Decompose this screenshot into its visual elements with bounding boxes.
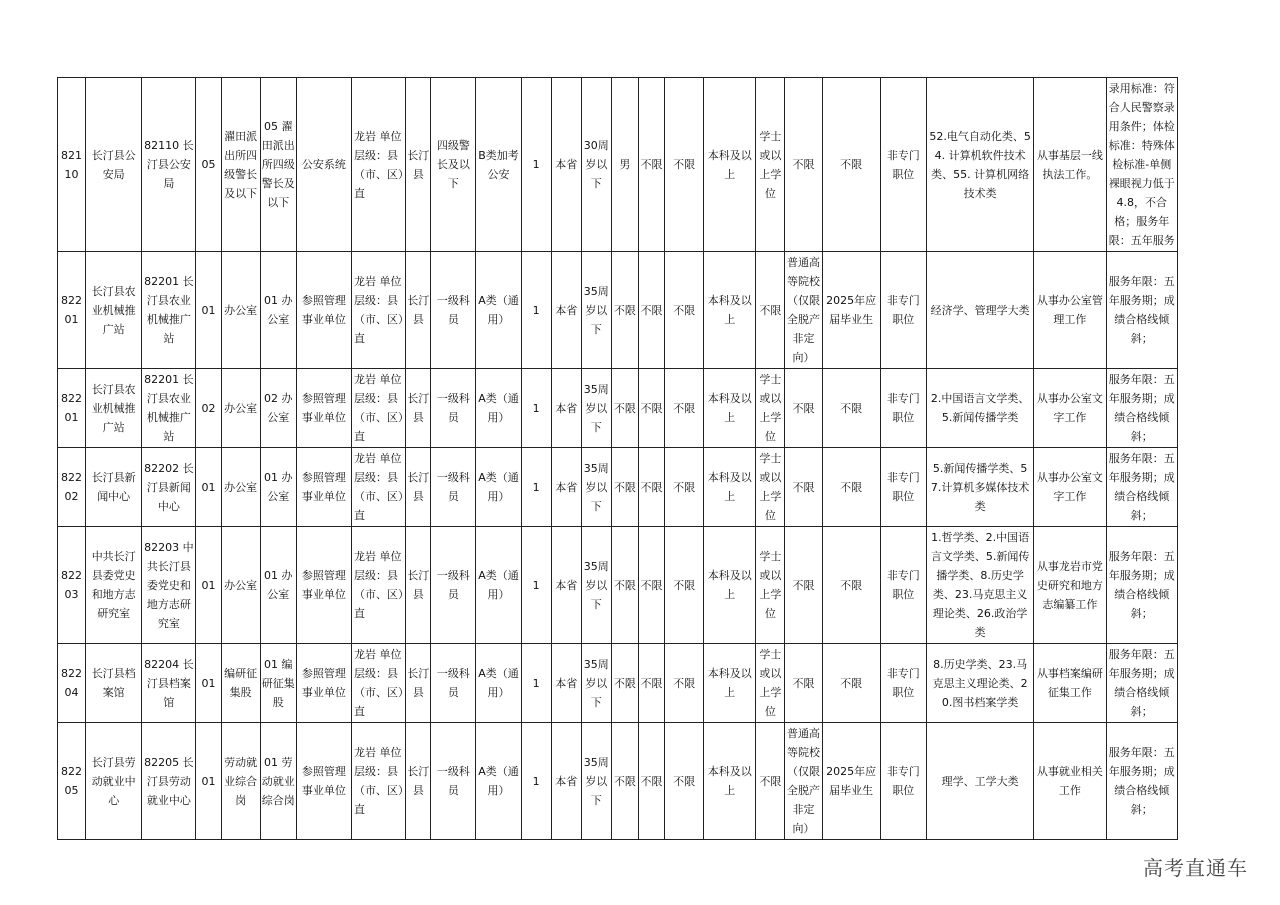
notes-cell: 服务年限：五年服务期；成绩合格线倾斜； xyxy=(1106,723,1177,840)
area-cell: 长汀县 xyxy=(406,644,431,723)
source-cell: 普通高等院校（仅限全脱产非定向） xyxy=(785,252,822,369)
exam-type-cell: A类（通用） xyxy=(476,527,521,644)
gender-cell: 不限 xyxy=(611,723,638,840)
major-cell: 理学、工学大类 xyxy=(926,723,1033,840)
watermark: 高考直通车 xyxy=(1143,856,1248,880)
post-code-cell: 01 xyxy=(196,723,221,840)
system-cell: 参照管理事业单位 xyxy=(296,723,351,840)
ethnic-cell: 不限 xyxy=(638,369,664,448)
post-full-cell: 01 办公室 xyxy=(260,527,296,644)
politics-cell: 不限 xyxy=(665,723,704,840)
unit-level-cell: 龙岩 单位层级：县（市、区）直 xyxy=(351,723,405,840)
duty-cell: 从事龙岩市党史研究和地方志编纂工作 xyxy=(1034,527,1106,644)
source-cell: 不限 xyxy=(785,78,822,252)
post-full-cell: 01 编研征集股 xyxy=(260,644,296,723)
nature-cell: 非专门职位 xyxy=(880,448,926,527)
rank-cell: 一级科员 xyxy=(431,369,476,448)
post-name-cell: 濯田派出所四级警长及以下 xyxy=(221,78,260,252)
rank-cell: 一级科员 xyxy=(431,252,476,369)
unit-code-cell: 82203 xyxy=(58,527,86,644)
unit-level-cell: 龙岩 单位层级：县（市、区）直 xyxy=(351,252,405,369)
ethnic-cell: 不限 xyxy=(638,644,664,723)
count-cell: 1 xyxy=(521,448,551,527)
unit-code-cell: 82110 xyxy=(58,78,86,252)
age-cell: 35周岁以下 xyxy=(581,644,611,723)
unit-name-cell: 长汀县新闻中心 xyxy=(86,448,142,527)
count-cell: 1 xyxy=(521,723,551,840)
gender-cell: 不限 xyxy=(611,369,638,448)
post-full-cell: 01 劳动就业综合岗 xyxy=(260,723,296,840)
post-code-cell: 05 xyxy=(196,78,221,252)
politics-cell: 不限 xyxy=(665,252,704,369)
politics-cell: 不限 xyxy=(665,448,704,527)
unit-code-cell: 82204 xyxy=(58,644,86,723)
education-cell: 本科及以上 xyxy=(704,369,756,448)
system-cell: 参照管理事业单位 xyxy=(296,448,351,527)
area-cell: 长汀县 xyxy=(406,252,431,369)
unit-code-cell: 82202 xyxy=(58,448,86,527)
unit-name-cell: 长汀县农业机械推广站 xyxy=(86,369,142,448)
politics-cell: 不限 xyxy=(665,78,704,252)
post-name-cell: 办公室 xyxy=(221,252,260,369)
ethnic-cell: 不限 xyxy=(638,527,664,644)
exam-type-cell: B类加考公安 xyxy=(476,78,521,252)
major-cell: 52.电气自动化类、54. 计算机软件技术类、55. 计算机网络技术类 xyxy=(926,78,1033,252)
education-cell: 本科及以上 xyxy=(704,448,756,527)
gender-cell: 不限 xyxy=(611,448,638,527)
major-cell: 2.中国语言文学类、5.新闻传播学类 xyxy=(926,369,1033,448)
department-cell: 82205 长汀县劳动就业中心 xyxy=(142,723,196,840)
rank-cell: 一级科员 xyxy=(431,448,476,527)
notes-cell: 服务年限：五年服务期；成绩合格线倾斜； xyxy=(1106,644,1177,723)
politics-cell: 不限 xyxy=(665,644,704,723)
post-full-cell: 05 濯田派出所四级警长及以下 xyxy=(260,78,296,252)
rank-cell: 一级科员 xyxy=(431,723,476,840)
count-cell: 1 xyxy=(521,369,551,448)
degree-cell: 学士或以上学位 xyxy=(756,527,785,644)
domicile-cell: 本省 xyxy=(551,369,581,448)
count-cell: 1 xyxy=(521,644,551,723)
exam-type-cell: A类（通用） xyxy=(476,723,521,840)
nature-cell: 非专门职位 xyxy=(880,527,926,644)
gender-cell: 不限 xyxy=(611,644,638,723)
post-name-cell: 编研征集股 xyxy=(221,644,260,723)
unit-name-cell: 长汀县农业机械推广站 xyxy=(86,252,142,369)
duty-cell: 从事办公室文字工作 xyxy=(1034,369,1106,448)
age-cell: 35周岁以下 xyxy=(581,369,611,448)
duty-cell: 从事办公室文字工作 xyxy=(1034,448,1106,527)
ethnic-cell: 不限 xyxy=(638,448,664,527)
notes-cell: 服务年限：五年服务期；成绩合格线倾斜； xyxy=(1106,252,1177,369)
notes-cell: 服务年限：五年服务期；成绩合格线倾斜； xyxy=(1106,369,1177,448)
table-row xyxy=(58,644,1178,723)
unit-code-cell: 82205 xyxy=(58,723,86,840)
domicile-cell: 本省 xyxy=(551,723,581,840)
unit-level-cell: 龙岩 单位层级：县（市、区）直 xyxy=(351,644,405,723)
post-name-cell: 办公室 xyxy=(221,448,260,527)
source-cell: 不限 xyxy=(785,369,822,448)
gender-cell: 不限 xyxy=(611,527,638,644)
rank-cell: 一级科员 xyxy=(431,527,476,644)
education-cell: 本科及以上 xyxy=(704,78,756,252)
domicile-cell: 本省 xyxy=(551,448,581,527)
table-row xyxy=(58,252,1178,369)
degree-cell: 学士或以上学位 xyxy=(756,644,785,723)
system-cell: 参照管理事业单位 xyxy=(296,527,351,644)
age-cell: 35周岁以下 xyxy=(581,527,611,644)
unit-name-cell: 长汀县档案馆 xyxy=(86,644,142,723)
post-code-cell: 01 xyxy=(196,252,221,369)
domicile-cell: 本省 xyxy=(551,252,581,369)
area-cell: 长汀县 xyxy=(406,527,431,644)
job-positions-table xyxy=(57,77,1178,840)
count-cell: 1 xyxy=(521,252,551,369)
graduate-cell: 2025年应届毕业生 xyxy=(822,252,880,369)
unit-level-cell: 龙岩 单位层级：县（市、区）直 xyxy=(351,78,405,252)
source-cell: 普通高等院校（仅限全脱产非定向） xyxy=(785,723,822,840)
exam-type-cell: A类（通用） xyxy=(476,369,521,448)
post-full-cell: 01 办公室 xyxy=(260,252,296,369)
domicile-cell: 本省 xyxy=(551,644,581,723)
degree-cell: 学士或以上学位 xyxy=(756,448,785,527)
system-cell: 参照管理事业单位 xyxy=(296,644,351,723)
table-row xyxy=(58,448,1178,527)
gender-cell: 不限 xyxy=(611,252,638,369)
post-full-cell: 01 办公室 xyxy=(260,448,296,527)
department-cell: 82110 长汀县公安局 xyxy=(142,78,196,252)
graduate-cell: 2025年应届毕业生 xyxy=(822,723,880,840)
notes-cell: 录用标准：符合人民警察录用条件；体检标准：特殊体检标准-单侧裸眼视力低于4.8，不合格；服务年限：五年服务 xyxy=(1106,78,1177,252)
table-row xyxy=(58,369,1178,448)
duty-cell: 从事就业相关工作 xyxy=(1034,723,1106,840)
unit-level-cell: 龙岩 单位层级：县（市、区）直 xyxy=(351,448,405,527)
post-name-cell: 办公室 xyxy=(221,527,260,644)
graduate-cell: 不限 xyxy=(822,369,880,448)
post-name-cell: 办公室 xyxy=(221,369,260,448)
source-cell: 不限 xyxy=(785,644,822,723)
degree-cell: 学士或以上学位 xyxy=(756,78,785,252)
unit-code-cell: 82201 xyxy=(58,369,86,448)
department-cell: 82201 长汀县农业机械推广站 xyxy=(142,252,196,369)
nature-cell: 非专门职位 xyxy=(880,369,926,448)
domicile-cell: 本省 xyxy=(551,78,581,252)
degree-cell: 学士或以上学位 xyxy=(756,369,785,448)
unit-code-cell: 82201 xyxy=(58,252,86,369)
graduate-cell: 不限 xyxy=(822,448,880,527)
unit-level-cell: 龙岩 单位层级：县（市、区）直 xyxy=(351,369,405,448)
major-cell: 8.历史学类、23.马克思主义理论类、20.图书档案学类 xyxy=(926,644,1033,723)
post-name-cell: 劳动就业综合岗 xyxy=(221,723,260,840)
post-code-cell: 01 xyxy=(196,448,221,527)
education-cell: 本科及以上 xyxy=(704,644,756,723)
post-code-cell: 01 xyxy=(196,644,221,723)
age-cell: 30周岁以下 xyxy=(581,78,611,252)
major-cell: 5.新闻传播学类、57.计算机多媒体技术类 xyxy=(926,448,1033,527)
gender-cell: 男 xyxy=(611,78,638,252)
ethnic-cell: 不限 xyxy=(638,252,664,369)
department-cell: 82201 长汀县农业机械推广站 xyxy=(142,369,196,448)
count-cell: 1 xyxy=(521,78,551,252)
graduate-cell: 不限 xyxy=(822,78,880,252)
education-cell: 本科及以上 xyxy=(704,252,756,369)
department-cell: 82203 中共长汀县委党史和地方志研究室 xyxy=(142,527,196,644)
politics-cell: 不限 xyxy=(665,369,704,448)
graduate-cell: 不限 xyxy=(822,644,880,723)
area-cell: 长汀县 xyxy=(406,78,431,252)
department-cell: 82202 长汀县新闻中心 xyxy=(142,448,196,527)
ethnic-cell: 不限 xyxy=(638,723,664,840)
graduate-cell: 不限 xyxy=(822,527,880,644)
degree-cell: 不限 xyxy=(756,723,785,840)
table-row xyxy=(58,78,1178,252)
area-cell: 长汀县 xyxy=(406,448,431,527)
domicile-cell: 本省 xyxy=(551,527,581,644)
exam-type-cell: A类（通用） xyxy=(476,252,521,369)
notes-cell: 服务年限：五年服务期；成绩合格线倾斜； xyxy=(1106,527,1177,644)
major-cell: 经济学、管理学大类 xyxy=(926,252,1033,369)
duty-cell: 从事档案编研征集工作 xyxy=(1034,644,1106,723)
system-cell: 参照管理事业单位 xyxy=(296,252,351,369)
unit-name-cell: 长汀县劳动就业中心 xyxy=(86,723,142,840)
notes-cell: 服务年限：五年服务期；成绩合格线倾斜； xyxy=(1106,448,1177,527)
department-cell: 82204 长汀县档案馆 xyxy=(142,644,196,723)
exam-type-cell: A类（通用） xyxy=(476,448,521,527)
source-cell: 不限 xyxy=(785,527,822,644)
nature-cell: 非专门职位 xyxy=(880,723,926,840)
rank-cell: 一级科员 xyxy=(431,644,476,723)
count-cell: 1 xyxy=(521,527,551,644)
major-cell: 1.哲学类、2.中国语言文学类、5.新闻传播学类、8.历史学类、23.马克思主义理论类、26.政治学类 xyxy=(926,527,1033,644)
duty-cell: 从事办公室管理工作 xyxy=(1034,252,1106,369)
system-cell: 参照管理事业单位 xyxy=(296,369,351,448)
table-row xyxy=(58,723,1178,840)
area-cell: 长汀县 xyxy=(406,723,431,840)
duty-cell: 从事基层一线执法工作。 xyxy=(1034,78,1106,252)
exam-type-cell: A类（通用） xyxy=(476,644,521,723)
politics-cell: 不限 xyxy=(665,527,704,644)
nature-cell: 非专门职位 xyxy=(880,78,926,252)
age-cell: 35周岁以下 xyxy=(581,448,611,527)
degree-cell: 不限 xyxy=(756,252,785,369)
post-code-cell: 02 xyxy=(196,369,221,448)
nature-cell: 非专门职位 xyxy=(880,252,926,369)
education-cell: 本科及以上 xyxy=(704,527,756,644)
post-full-cell: 02 办公室 xyxy=(260,369,296,448)
source-cell: 不限 xyxy=(785,448,822,527)
unit-name-cell: 中共长汀县委党史和地方志研究室 xyxy=(86,527,142,644)
area-cell: 长汀县 xyxy=(406,369,431,448)
rank-cell: 四级警长及以下 xyxy=(431,78,476,252)
age-cell: 35周岁以下 xyxy=(581,723,611,840)
ethnic-cell: 不限 xyxy=(638,78,664,252)
age-cell: 35周岁以下 xyxy=(581,252,611,369)
nature-cell: 非专门职位 xyxy=(880,644,926,723)
education-cell: 本科及以上 xyxy=(704,723,756,840)
unit-name-cell: 长汀县公安局 xyxy=(86,78,142,252)
table-row xyxy=(58,527,1178,644)
post-code-cell: 01 xyxy=(196,527,221,644)
system-cell: 公安系统 xyxy=(296,78,351,252)
unit-level-cell: 龙岩 单位层级：县（市、区）直 xyxy=(351,527,405,644)
